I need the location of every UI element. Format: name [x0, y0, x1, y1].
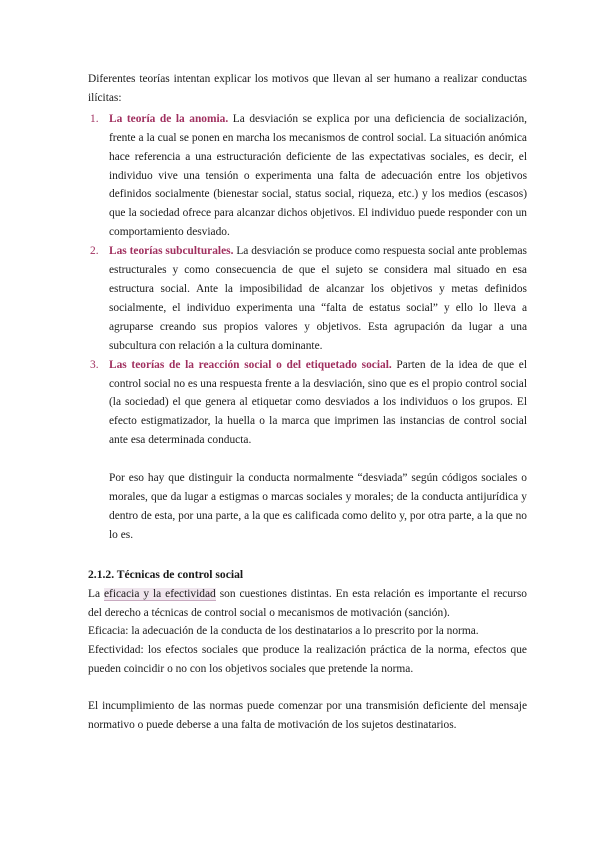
- highlighted-text: eficacia y la efectividad: [103, 587, 216, 600]
- theory-item: [88, 242, 527, 355]
- theory-term: Las teorías de la reacción social o del etiquetado social.: [109, 358, 392, 371]
- eficacia-definition: Eficacia: la adecuación de la conducta de los destinatarios a lo prescrito por la norma.: [88, 625, 479, 638]
- closing-paragraph: Por eso hay que distinguir la conducta normalmente “desviada” según códigos sociales o morales, que da lugar a estigmas o marcas sociales y morales; de la conducta antijurídica y dentro de esta, por una parte, a la que es calificada como delito y, por otra parte, a la que no lo es.: [109, 472, 527, 541]
- theory-text: La desviación se explica por una deficiencia de socialización, frente a la cual se ponen en marcha los mecanismos de control social. La situación anómica hace referencia a una estructuración deficiente de las expectativas sociales, es decir, el individuo vive una tensión o experimenta una falta de adecuación entre los objetivos definidos socialmente (bienestar social, status social, riqueza, etc.) y los medios (escasos) que la sociedad ofrece para alcanzar dichos objetivos. El individuo puede responder con un comportamiento desviado.: [109, 112, 527, 239]
- theory-term: La teoría de la anomia.: [109, 112, 229, 125]
- section-heading: 2.1.2. Técnicas de control social: [88, 567, 244, 581]
- theories-list: [88, 110, 527, 450]
- lead-pre: La: [88, 587, 104, 600]
- section-lead-paragraph: [88, 585, 527, 623]
- theory-item: [88, 110, 527, 242]
- theory-term: Las teorías subculturales.: [109, 245, 234, 258]
- theory-text: Parten de la idea de que el control social no es una respuesta frente a la desviación, sino que es el propio control social (la sociedad) el que genera al etiquetar como desviados a los individuos o los grupos. El efecto estigmatizador, la huella o la marca que imprimen las instancias de control social ante esa determinada conducta.: [109, 358, 527, 447]
- theory-item: [88, 356, 527, 451]
- intro-paragraph: Diferentes teorías intentan explicar los motivos que llevan al ser humano a realizar conductas ilícitas:: [88, 73, 527, 104]
- list-number: 3.: [90, 358, 99, 371]
- final-paragraph: El incumplimiento de las normas puede comenzar por una transmisión deficiente del mensaje normativo o puede deberse a una falta de motivación de los sujetos destinatarios.: [88, 700, 527, 732]
- lead-post: son cuestiones distintas. En esta relación es importante el recurso del derecho a técnicas de control social o mecanismos de motivación (sanción).: [88, 587, 527, 619]
- list-number: 1.: [90, 112, 99, 125]
- efectividad-definition: Efectividad: los efectos sociales que produce la realización práctica de la norma, efectos que pueden coincidir o no con los objetivos sociales que pretende la norma.: [88, 644, 527, 676]
- list-number: 2.: [90, 245, 99, 258]
- theory-text: La desviación se produce como respuesta social ante problemas estructurales y como consecuencia de que el sujeto se considera mal situado en esa estructura social. Ante la imposibilidad de alcanzar los objetivos y metas definidos socialmente, el individuo experimenta una “falta de estatus social” y ello lo lleva a agruparse creando sus propios valores y objetivos. Esta agrupación da lugar a una subcultura con relación a la cultura dominante.: [109, 245, 527, 352]
